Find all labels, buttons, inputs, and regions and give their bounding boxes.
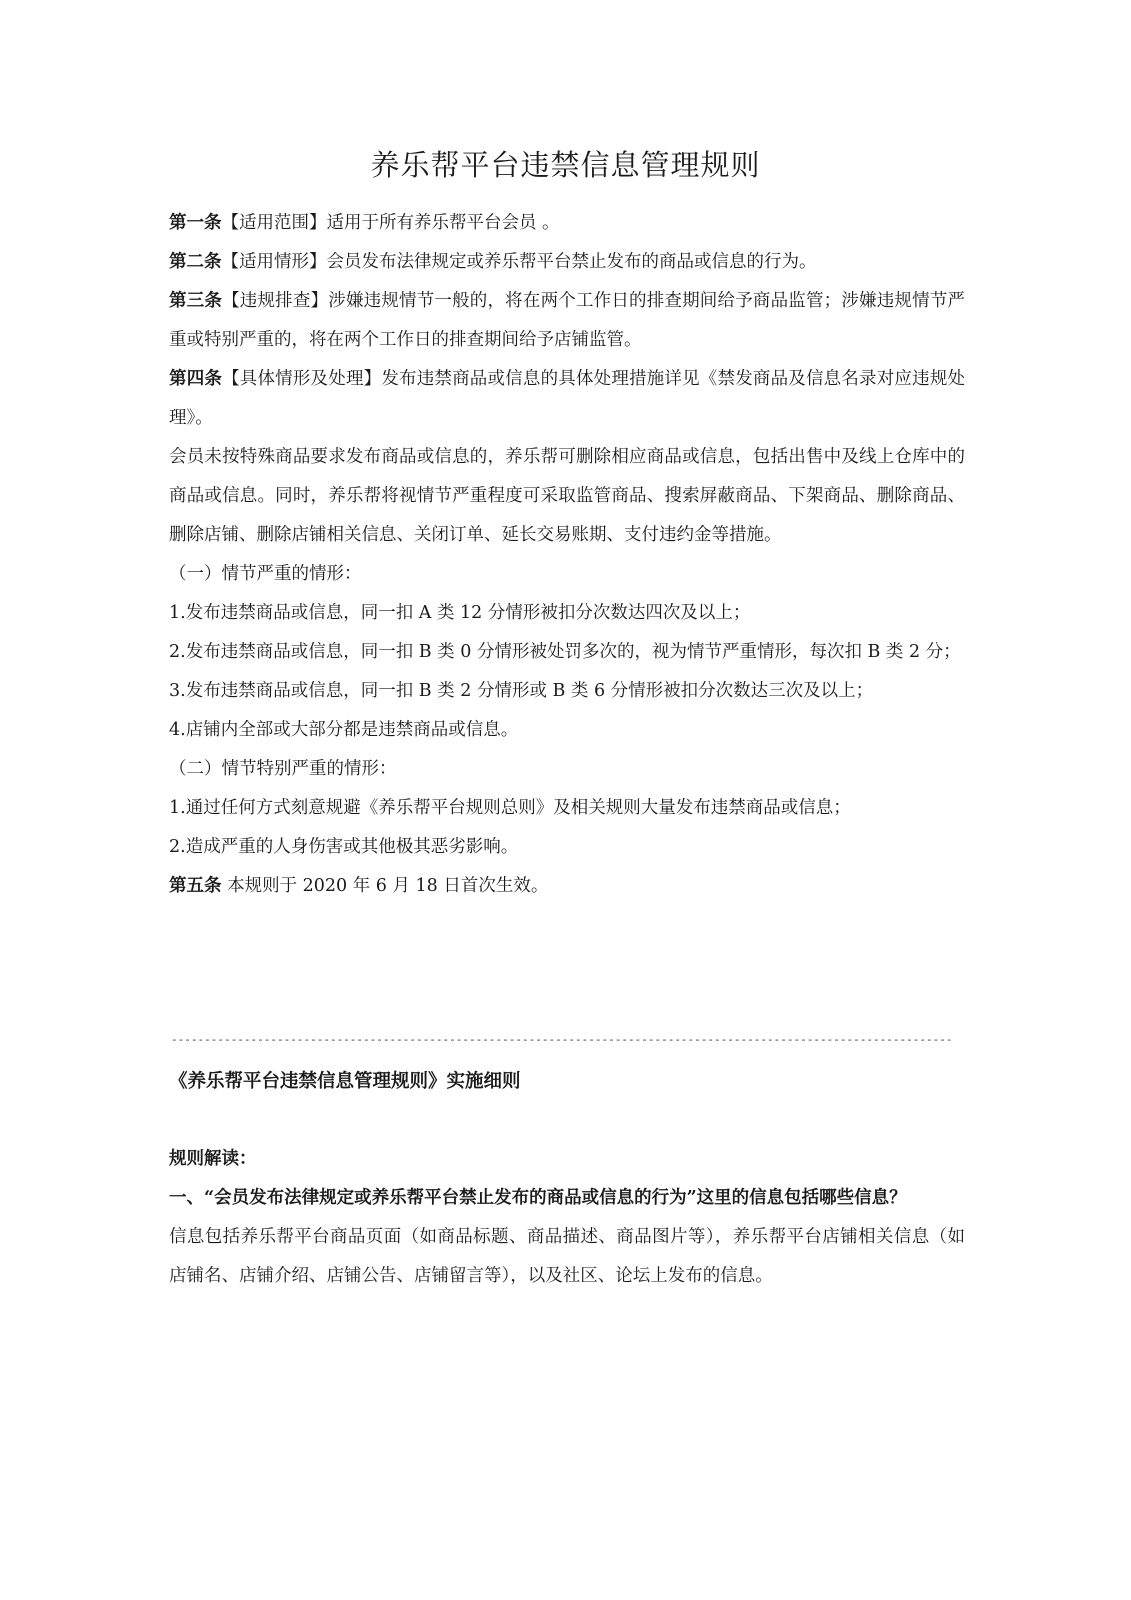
article-text: 【违规排查】涉嫌违规情节一般的，将在两个工作日的排查期间给予商品监管；涉嫌违规情节严重或特别严重的，将在两个工作日的排查期间给予店铺监管。 [169,291,966,350]
very-serious-heading: （二）情节特别严重的情形： [169,759,397,779]
article-label: 第五条 [169,876,222,896]
answer-1: 信息包括养乐帮平台商品页面（如商品标题、商品描述、商品图片等），养乐帮平台店铺相关信息（如店铺名、店铺介绍、店铺公告、店铺留言等），以及社区、论坛上发布的信息。 [169,1227,965,1286]
article-label: 第一条 [169,213,222,233]
article-label: 第四条 [169,369,223,389]
serious-item-1: 1.发布违禁商品或信息，同一扣 A 类 12 分情形被扣分次数达四次及以上； [169,603,751,623]
article-2 [169,243,965,282]
document-body [169,204,965,906]
serious-item-4: 4.店铺内全部或大部分都是违禁商品或信息。 [169,720,519,740]
document-title: 养乐帮平台违禁信息管理规则 [370,148,761,182]
article-text: 【适用范围】适用于所有养乐帮平台会员 。 [221,213,560,233]
section-divider: ---------------------------------------------------------------------------------------------------------------------- [171,1033,953,1046]
article-text: 【适用情形】会员发布法律规定或养乐帮平台禁止发布的商品或信息的行为。 [221,252,817,272]
question-1: 一、“会员发布法律规定或养乐帮平台禁止发布的商品或信息的行为”这里的信息包括哪些信息？ [169,1188,907,1208]
article-1 [169,204,965,243]
serious-item-2: 2.发布违禁商品或信息，同一扣 B 类 0 分情形被处罚多次的，视为情节严重情形，每次扣 B 类 2 分； [169,642,961,662]
paragraph-measures: 会员未按特殊商品要求发布商品或信息的，养乐帮可删除相应商品或信息，包括出售中及线上仓库中的商品或信息。同时，养乐帮将视情节严重程度可采取监管商品、搜索屏蔽商品、下架商品、删除商品、删除店铺、删除店铺相关信息、关闭订单、延长交易账期、支付违约金等措施。 [169,447,965,545]
article-4 [169,360,965,438]
article-text: 本规则于 2020 年 6 月 18 日首次生效。 [221,876,549,896]
details-title-text: 《养乐帮平台违禁信息管理规则》实施细则 [169,1071,521,1092]
details-body [169,1140,965,1296]
details-title [169,1062,965,1101]
serious-item-3: 3.发布违禁商品或信息，同一扣 B 类 2 分情形或 B 类 6 分情形被扣分次数达三次及以上； [169,681,874,701]
article-5 [169,867,965,906]
article-text: 【具体情形及处理】发布违禁商品或信息的具体处理措施详见《禁发商品及信息名录对应违规处理》。 [169,369,966,428]
serious-heading: （一）情节严重的情形： [169,564,362,584]
very-serious-item-2: 2.造成严重的人身伤害或其他极其恶劣影响。 [169,837,519,857]
article-label: 第二条 [169,252,222,272]
interpretation-heading: 规则解读： [169,1149,257,1169]
article-label: 第三条 [169,291,223,311]
article-3 [169,282,965,360]
very-serious-item-1: 1.通过任何方式刻意规避《养乐帮平台规则总则》及相关规则大量发布违禁商品或信息； [169,798,851,818]
